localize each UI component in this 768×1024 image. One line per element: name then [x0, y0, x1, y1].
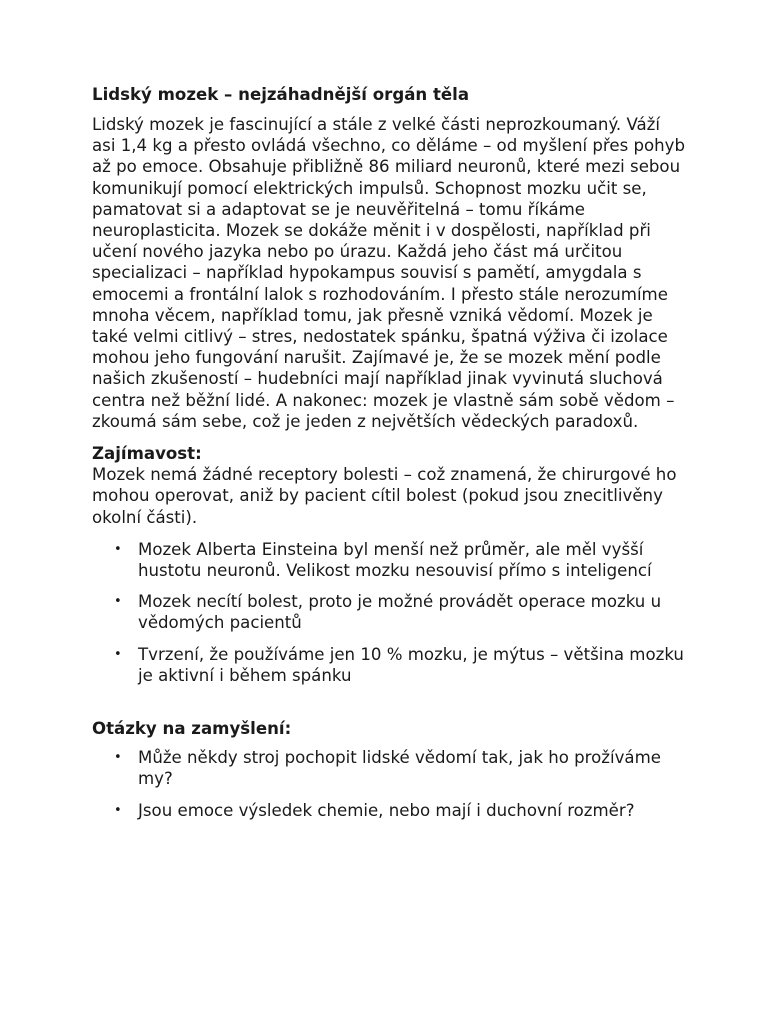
list-item [92, 539, 686, 581]
questions-section [92, 718, 686, 821]
list-item [92, 644, 686, 686]
list-item-text: Mozek necítí bolest, proto je možné provádět operace mozku u vědomých pacientů [138, 592, 662, 633]
fact-section [92, 443, 686, 686]
fact-paragraph: Mozek nemá žádné receptory bolesti – což znamená, že chirurgové ho mohou operovat, aniž by pacient cítil bolest (pokud jsou znecitlivěny okolní části). [92, 465, 677, 527]
list-item-text: Tvrzení, že používáme jen 10 % mozku, je mýtus – většina mozku je aktivní i během spánku [138, 644, 684, 685]
questions-heading: Otázky na zamyšlení: [92, 719, 292, 739]
list-item-text: Mozek Alberta Einsteina byl menší než průměr, ale měl vyšší hustotu neuronů. Velikost mozku nesouvisí přímo s inteligencí [138, 539, 652, 581]
document-page [92, 84, 686, 831]
document-title: Lidský mozek – nejzáhadnější orgán těla [92, 85, 470, 104]
fact-heading: Zajímavost: [92, 444, 202, 464]
list-item-text: Jsou emoce výsledek chemie, nebo mají i duchovní rozměr? [138, 800, 635, 820]
fact-bullet-list [92, 539, 686, 686]
bullet-icon: • [114, 594, 122, 610]
list-item [92, 747, 686, 789]
bullet-icon: • [114, 802, 122, 818]
intro-paragraph: Lidský mozek je fascinující a stále z velké části neprozkoumaný. Váží asi 1,4 kg a přesto ovládá všechno, co děláme – od myšlení přes pohyb až po emoce. Obsahuje přibližně 86 miliard neuronů, které mezi sebou komunikují pomocí elektrických impulsů. Schopnost mozku učit se, pamatovat si a adaptovat se je neuvěřitelná – tomu říkáme neuroplasticita. Mozek se dokáže měnit i v dospělosti, například při učení nového jazyka nebo po úrazu. Každá jeho část má určitou specializaci – například hypokampus souvisí s pamětí, amygdala s emocemi a frontální lalok s rozhodováním. I přesto stále nerozumíme mnoha věcem, například tomu, jak přesně vzniká vědomí. Mozek je také velmi citlivý – stres, nedostatek spánku, špatná výživa či izolace mohou jeho fungování narušit. Zajímavé je, že se mozek mění podle našich zkušeností – hudebníci mají například jinak vyvinutá sluchová centra než běžní lidé. A nakonec: mozek je vlastně sám sobě vědom – zkoumá sám sebe, což je jeden z největších vědeckých paradoxů. [92, 115, 686, 431]
bullet-icon: • [114, 646, 122, 662]
bullet-icon: • [114, 541, 122, 557]
list-item [92, 800, 686, 821]
list-item-text: Může někdy stroj pochopit lidské vědomí tak, jak ho prožíváme my? [138, 748, 661, 789]
bullet-icon: • [114, 750, 122, 766]
list-item [92, 591, 686, 633]
questions-bullet-list [92, 747, 686, 821]
